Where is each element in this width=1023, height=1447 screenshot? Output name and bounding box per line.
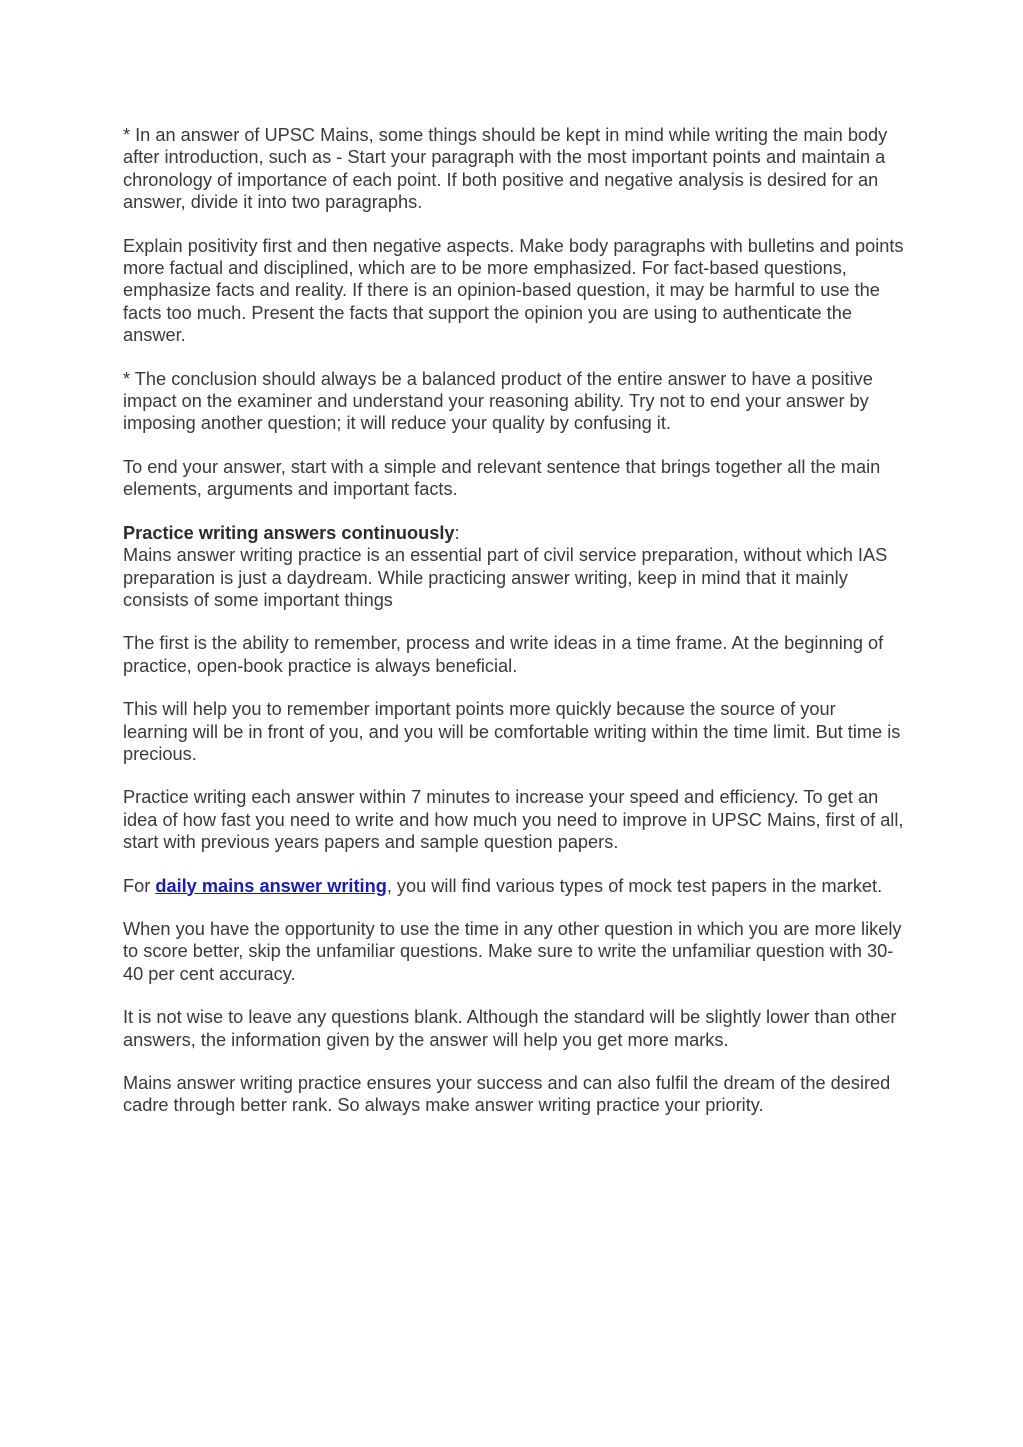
paragraph-first-ability: The first is the ability to remember, process and write ideas in a time frame. At the beginning of practice, open-book practice is always beneficial. bbox=[123, 633, 884, 676]
mock-tests-suffix: , you will find various types of mock test papers in the market. bbox=[386, 875, 883, 896]
practice-heading: Practice writing answers continuously bbox=[123, 522, 455, 543]
paragraph-conclusion: * The conclusion should always be a balanced product of the entire answer to have a positive impact on the examiner and understand your reasoning ability. Try not to end your answer by imposing another question; it will reduce your quality by confusing it. bbox=[123, 368, 873, 434]
daily-mains-answer-writing-link[interactable]: daily mains answer writing bbox=[155, 875, 387, 896]
paragraph-priority: Mains answer writing practice ensures your success and can also fulfil the dream of the desired cadre through better rank. So always make answer writing practice your priority. bbox=[123, 1073, 891, 1116]
practice-body-text: Mains answer writing practice is an essential part of civil service preparation, without which IAS preparation is just a daydream. While practicing answer writing, keep in mind that it mainly consists of some important things bbox=[123, 545, 888, 610]
paragraph-no-blank: It is not wise to leave any questions blank. Although the standard will be slightly lower than other answers, the information given by the answer will help you get more marks. bbox=[123, 1007, 897, 1050]
paragraph-positivity-first: Explain positivity first and then negative aspects. Make body paragraphs with bulletins and points more factual and disciplined, which are to be more emphasized. For fact-based questions, emphasize facts and reality. If there is an opinion-based question, it may be harmful to use the facts too much. Present the facts that support the opinion you are using to authenticate the answer. bbox=[123, 235, 904, 346]
paragraph-main-body-tips: * In an answer of UPSC Mains, some things should be kept in mind while writing the main body after introduction, such as - Start your paragraph with the most important points and maintain a chronology of importance of each point. If both positive and negative analysis is desired for an answer, divide it into two paragraphs. bbox=[123, 125, 888, 213]
paragraph-mock-tests bbox=[123, 875, 905, 897]
paragraph-end-answer: To end your answer, start with a simple and relevant sentence that brings together all the main elements, arguments and important facts. bbox=[123, 456, 881, 500]
mock-tests-prefix: For bbox=[123, 875, 156, 896]
paragraph-remember-points: This will help you to remember important points more quickly because the source of your learning will be in front of you, and you will be comfortable writing within the time limit. But time is precious. bbox=[123, 699, 901, 764]
document-page bbox=[123, 124, 905, 1138]
paragraph-unfamiliar-questions: When you have the opportunity to use the time in any other question in which you are more likely to score better, skip the unfamiliar questions. Make sure to write the unfamiliar question with 30-40 per cent accuracy. bbox=[123, 918, 902, 984]
paragraph-practice-section bbox=[123, 522, 905, 612]
practice-heading-line bbox=[123, 522, 905, 544]
paragraph-seven-minutes: Practice writing each answer within 7 minutes to increase your speed and efficiency. To get an idea of how fast you need to write and how much you need to improve in UPSC Mains, first of all, start with previous years papers and sample question papers. bbox=[123, 787, 904, 853]
practice-heading-colon: : bbox=[454, 522, 460, 543]
